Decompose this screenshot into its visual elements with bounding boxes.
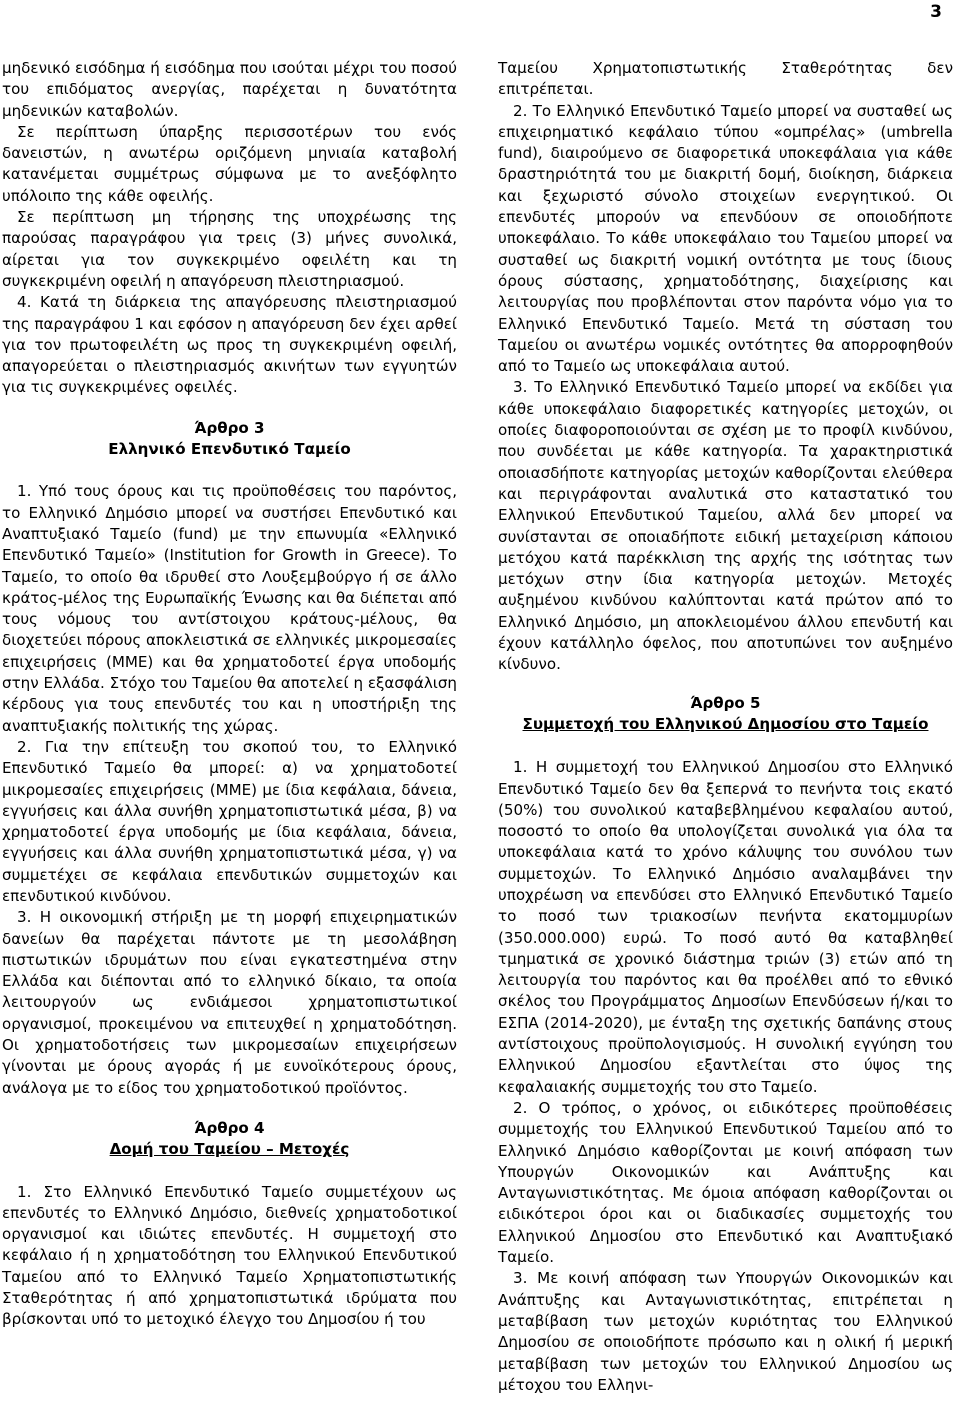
paragraph: 3. Με κοινή απόφαση των Υπουργών Οικονομικών και Ανάπτυξης και Ανταγωνιστικότητας, επιτρέπεται η μεταβίβαση των μετοχών κυριότητας του Ελληνικού Δημοσίου σε οποιοδήποτε πρόσωπο και η ολική ή μερική μεταβίβαση των μετοχών του Ελληνικού Δημοσίου ως μέτοχου του Ελληνι- (498, 1269, 953, 1394)
article-3-heading: Άρθρο 3 (194, 418, 265, 437)
article-4-header (2, 1118, 457, 1161)
article-5-title: Συμμετοχή του Ελληνικού Δημοσίου στο Ταμείο (522, 714, 929, 733)
paragraph: Ταμείου Χρηματοπιστωτικής Σταθερότητας δεν επιτρέπεται. (498, 59, 953, 99)
article-5-heading: Άρθρο 5 (690, 693, 761, 712)
paragraph: 1. Η συμμετοχή του Ελληνικού Δημοσίου στο Ελληνικό Επενδυτικό Ταμείο δεν θα ξεπερνά το πενήντα τοις εκατό (50%) του συνολικού καταβεβλημένου κεφαλαίου αυτού, ποσοστό το οποίο θα υπολογίζεται συνολικά για όλα τα υποκεφάλαια κατά το χρόνο κάλυψης του συνόλου των συμμετοχών. Το Ελληνικό Δημόσιο αναλαμβάνει την υποχρέωση να επενδύσει στο Ελληνικό Επενδυτικό Ταμείο το ποσό των τριακοσίων πενήντα εκατομμυρίων (350.000.000) ευρώ. Το ποσό αυτό θα καταβληθεί τμηματικά σε χρονικό διάστημα τριών (3) ετών από τη λειτουργία του παρόντος και θα προέλθει από το εθνικό σκέλος του Προγράμματος Δημοσίων Επενδύσεων ή/και το ΕΣΠΑ (2014-2020), με ένταξη της σχετικής δαπάνης στους αντίστοιχους προϋπολογισμούς. Η συνολική εγγύηση του Ελληνικού Δημοσίου εξαντλείται στο ύψος της κεφαλαιακής συμμετοχής του στο Ταμείο. (498, 758, 953, 1096)
paragraph: 2. Για την επίτευξη του σκοπού του, το Ελληνικό Επενδυτικό Ταμείο θα μπορεί: α) να χρηματοδοτεί μικρομεσαίες επιχειρήσεις (ΜΜΕ) με ίδια κεφάλαια, δάνεια, εγγυήσεις και άλλα συνήθη χρηματοπιστωτικά μέσα, β) να χρηματοδοτεί έργα υποδομής με ίδια κεφάλαια, δάνεια, εγγυήσεις και άλλα συνήθη χρηματοπιστωτικά μέσα, γ) να συμμετέχει σε κεφάλαια επενδυτικών συμμετοχών και επενδυτικού κινδύνου. (2, 737, 457, 905)
paragraph: 2. Το Ελληνικό Επενδυτικό Ταμείο μπορεί να συσταθεί ως επιχειρηματικό κεφάλαιο τύπου «ομπρέλας» (umbrella fund), διαιρούμενο σε διαφορετικά υποκεφάλαια για κάθε δραστηριότητά του με διακριτή δομή, διοίκηση, διάρκεια και ξεχωριστό σύνολο στοιχείων ενεργητικού. Οι επενδυτές μπορούν να επενδύουν σε οποιοδήποτε υποκεφάλαιο. Το κάθε υποκεφάλαιο του Ταμείου μπορεί να συσταθεί ως διακριτή νομική οντότητα με τους ίδιους όρους σύστασης, χρηματοδότησης, διαχείρισης και λειτουργίας που προβλέπονται στον παρόντα νόμο για το Ελληνικό Επενδυτικό Ταμείο. Μετά τη σύσταση του Ταμείου οι ανωτέρω νομικές οντότητες θα απορροφηθούν από το Ταμείο ως υποκεφάλαια αυτού. (498, 101, 953, 376)
article-4-title: Δομή του Ταμείου – Μετοχές (109, 1140, 350, 1159)
paragraph: 1. Στο Ελληνικό Επενδυτικό Ταμείο συμμετέχουν ως επενδυτές το Ελληνικό Δημόσιο, διεθνείς χρηματοδοτικοί οργανισμοί και ιδιώτες επενδυτές. Η συμμετοχή στο κεφάλαιο ή η χρηματοδότηση του Ελληνικού Επενδυτικού Ταμείου από το Ελληνικό Ταμείο Χρηματοπιστωτικής Σταθερότητας ή από χρηματοπιστωτικά ιδρύματα που βρίσκονται υπό το μετοχικό έλεγχο του Δημοσίου ή του (2, 1182, 457, 1329)
article-4-heading: Άρθρο 4 (194, 1118, 265, 1137)
article-3-header (2, 418, 457, 461)
paragraph: μηδενικό εισόδημα ή εισόδημα που ισούται μέχρι του ποσού του επιδόματος ανεργίας, παρέχεται η δυνατότητα μηδενικών καταβολών. (2, 59, 457, 120)
left-column (2, 58, 457, 1331)
paragraph: 2. Ο τρόπος, ο χρόνος, οι ειδικότερες προϋποθέσεις συμμετοχής του Ελληνικού Επενδυτικού Ταμείου από το Ελληνικό Δημόσιο καθορίζονται με κοινή απόφαση των Υπουργών Οικονομικών και Ανάπτυξης και Ανταγωνιστικότητας. Με όμοια απόφαση καθορίζονται οι ειδικότεροι όροι και οι διαδικασίες συμμετοχής του Ελληνικού Δημοσίου στο Επενδυτικό και Αναπτυξιακό Ταμείο. (498, 1098, 953, 1267)
article-5-header (498, 693, 953, 736)
right-column (498, 58, 953, 1396)
article-3-title: Ελληνικό Επενδυτικό Ταμείο (108, 440, 351, 459)
paragraph: 1. Υπό τους όρους και τις προϋποθέσεις του παρόντος, το Ελληνικό Δημόσιο μπορεί να συστήσει Επενδυτικό και Αναπτυξιακό Ταμείο (fund) με την επωνυμία «Ελληνικό Επενδυτικό Ταμείο» (Institution for Growth in Greece). Το Ταμείο, το οποίο θα ιδρυθεί στο Λουξεμβούργο ή σε άλλο κράτος-μέλος της Ευρωπαϊκής Ένωσης και θα διέπεται από τους νόμους του αντίστοιχου κράτους-μέλους, θα διοχετεύει πόρους αποκλειστικά σε ελληνικές μικρομεσαίες επιχειρήσεις (ΜΜΕ) και θα χρηματοδοτεί έργα υποδομής στην Ελλάδα. Στόχο του Ταμείου θα αποτελεί η εξασφάλιση κέρδους για τους επενδυτές του και η υποστήριξη της αναπτυξιακής πολιτικής της χώρας. (2, 482, 457, 735)
page-number: 3 (930, 2, 942, 22)
paragraph: 3. Το Ελληνικό Επενδυτικό Ταμείο μπορεί να εκδίδει για κάθε υποκεφάλαιο διαφορετικές κατηγορίες μετοχών, οι οποίες διαφοροποιούνται σε σχέση με το προφίλ κινδύνου, που συνδέεται με κάθε κατηγορία. Τα χαρακτηριστικά οποιασδήποτε κατηγορίας μετοχών καθορίζονται ελεύθερα και περιγράφονται αναλυτικά στο καταστατικό του Ελληνικού Επενδυτικού Ταμείου, αλλά δεν μπορεί να συνίστανται σε οποιαδήποτε ειδική μεταχείριση κάποιου μετόχου κατά παρέκκλιση της αρχής της ισότητας των μετόχων στην ίδια κατηγορία μετοχών. Μετοχές αυξημένου κινδύνου καλύπτονται κατά πρώτον από το Ελληνικό Δημόσιο, μη αποκλειομένου άλλου επενδυτή και έχουν κατάλληλο όφελος, που αποτυπώνει τον αυξημένο κίνδυνο. (498, 378, 953, 674)
paragraph: 4. Κατά τη διάρκεια της απαγόρευσης πλειστηριασμού της παραγράφου 1 και εφόσον η απαγόρευση δεν έχει αρθεί για τον πρωτοφειλέτη ως προς τη συγκεκριμένη οφειλή, απαγορεύεται ο πλειστηριασμός ακινήτων των εγγυητών για τις συγκεκριμένες οφειλές. (2, 293, 457, 397)
paragraph: Σε περίπτωση ύπαρξης περισσοτέρων του ενός δανειστών, η ανωτέρω οριζόμενη μηνιαία καταβολή κατανέμεται συμμέτρως σύμφωνα με το ανεξόφλητο υπόλοιπο της κάθε οφειλής. (2, 122, 457, 205)
paragraph: 3. Η οικονομική στήριξη με τη μορφή επιχειρηματικών δανείων θα παρέχεται πάντοτε με τη μεσολάβηση πιστωτικών ιδρυμάτων που είναι εγκατεστημένα στην Ελλάδα και διέπονται από το ελληνικό δίκαιο, τα οποία λειτουργούν ως ενδιάμεσοι χρηματοπιστωτικοί οργανισμοί, προκειμένου να επιτευχθεί η χρηματοδότηση. Οι χρηματοδοτήσεις των μικρομεσαίων επιχειρήσεων γίνονται με όρους αγοράς ή με ευνοϊκότερους όρους, ανάλογα με το είδος του χρηματοδοτικού προϊόντος. (2, 908, 457, 1097)
paragraph: Σε περίπτωση μη τήρησης της υποχρέωσης της παρούσας παραγράφου για τρεις (3) μήνες συνολικά, αίρεται για τον συγκεκριμένο οφειλέτη και τη συγκεκριμένη οφειλή η απαγόρευση πλειστηριασμού. (2, 208, 457, 290)
